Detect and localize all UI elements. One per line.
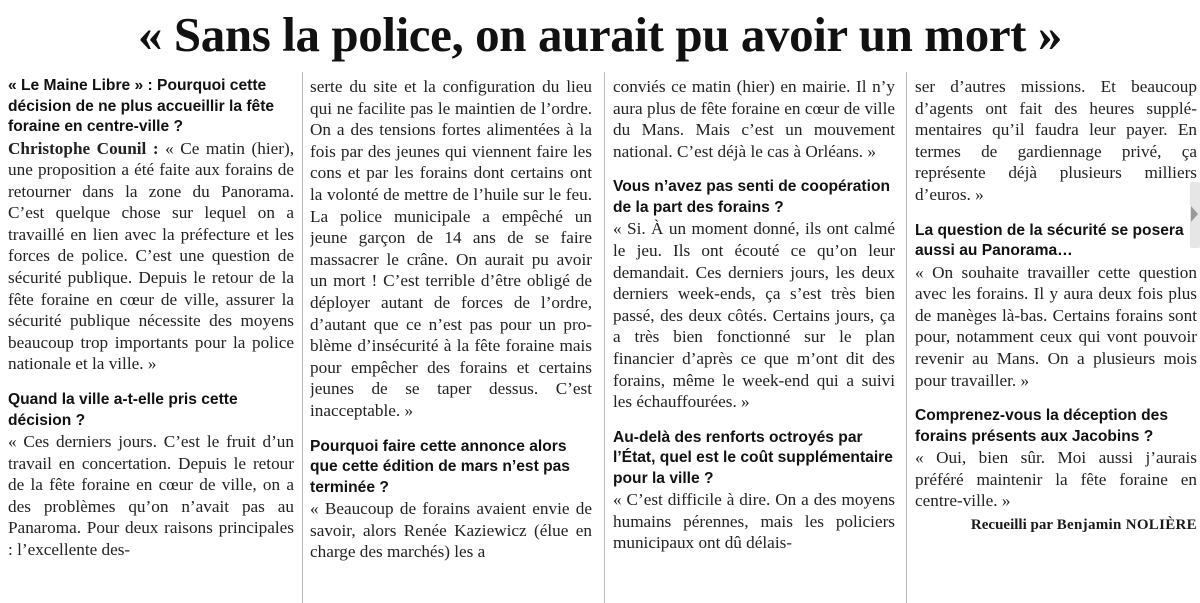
interview-question: Quand la ville a-t-elle pris cette décision ? [8,391,238,429]
interview-answer: « Oui, bien sûr. Moi aussi j’aurais préféré maintenir la fête foraine en centre-ville. » [915,448,1197,511]
interview-question: Au-delà des renforts octroyés par l’État, quel est le coût supplémentaire pour la ville ? [613,428,893,487]
column-divider [604,72,605,603]
article-column-2 [310,76,592,603]
article-column-3 [613,76,895,603]
chevron-right-icon[interactable] [1191,206,1198,222]
interview-answer: serte du site et la configuration du lieu qui ne facilite pas le maintien de l’ordre. On a des tensions fortes alimentées à la fois par des jeunes qui viennent faire les cons et par les forains dont certains ont la volonté de mettre de l’huile sur le feu. La police municipale a empêché un jeune garçon de 14 ans de se faire massacrer le crâne. On aurait pu avoir un mort ! C’est terrible d’être obligé de déployer autant de forces de l’ordre, d’autant que ce n’est pas pour un problème d’insécurité à la fête foraine mais pour empêcher des forains et certains jeunes de se taper dessus. C’est inacceptable. » [310,77,592,420]
author-name: Benjamin NOLIÈRE [1056,516,1197,533]
column-divider [302,72,303,603]
credit-prefix: Recueilli par [970,516,1053,533]
article-column-1 [8,76,294,603]
interview-answer: ser d’autres missions. Et beaucoup d’agents ont fait des heures supplémentaires qu’il faudra leur payer. En termes de gardiennage privé, ça représente déjà plusieurs milliers d’euros. » [915,77,1197,204]
article-headline: « Sans la police, on aurait pu avoir un mort » [137,7,1063,62]
interview-question: « Le Maine Libre » : Pourquoi cette décision de ne plus accueillir la fête foraine en centre-ville ? [8,77,275,135]
interview-answer: « C’est difficile à dire. On a des moyens humains pérennes, mais les policiers municipaux ont dû délais- [613,490,895,553]
column-divider [906,72,907,603]
article-credit [915,514,1197,536]
interview-question: Vous n’avez pas senti de coopération de la part des forains ? [613,178,891,216]
interview-question: Pourquoi faire cette annonce alors que cette édition de mars n’est pas terminée ? [310,437,570,496]
interview-answer: « On souhaite travailler cette question avec les forains. Il y aura deux fois plus de manèges là-bas. Certains forains sont pour, notamment ceux qui vont pouvoir revenir au Mans. On a plusieurs mois pour travailler. » [915,262,1197,390]
interview-answer: « Ces derniers jours. C’est le fruit d’un travail en concertation. Depuis le retour de la fête foraine en cœur de ville, on a des problèmes qu’on n’avait pas au Panaroma. Pour deux raisons principales : l’excellente des- [8,432,294,559]
interview-question: La question de la sécurité se posera aussi au Panorama… [915,221,1184,260]
interview-answer: « Si. À un moment donné, ils ont calmé le jeu. Ils ont écouté ce qu’on leur demandait. Ces derniers jours, les deux derniers week-ends, ça s’est très bien passé, des deux côtés. Certains jours, ça a très bien fonctionné sur le plan financier d’après ce que m’ont dit des forains, même le week-end qui a suivi les échauffourées. » [613,219,895,412]
speaker-name: Christophe Counil : [8,138,159,158]
interview-answer: conviés ce matin (hier) en mairie. Il n’y aura plus de fête foraine en cœur de ville du Mans. Mais c’est un mouvement national. C’est déjà le cas à Orléans. » [613,77,895,161]
interview-answer: « Beaucoup de forains avaient envie de savoir, alors Renée Kaziewicz (élue en charge des marchés) les a [310,499,592,562]
article-column-4 [915,76,1197,603]
interview-question: Comprenez-vous la déception des forains présents aux Jacobins ? [915,407,1169,445]
interview-answer [8,138,294,376]
answer-text: « Ce matin (hier), une proposition a été faite aux forains de retourner dans la zone du Panorama. C’est quelque chose sur lequel on a travaillé en lien avec la préfecture et les forces de police. C’est une question de sécurité publique. Depuis le retour de la fête foraine en cœur de ville, assurer la sécurité publique nécessite des moyens beaucoup trop importants pour la police nationale et la ville. » [8,138,294,374]
